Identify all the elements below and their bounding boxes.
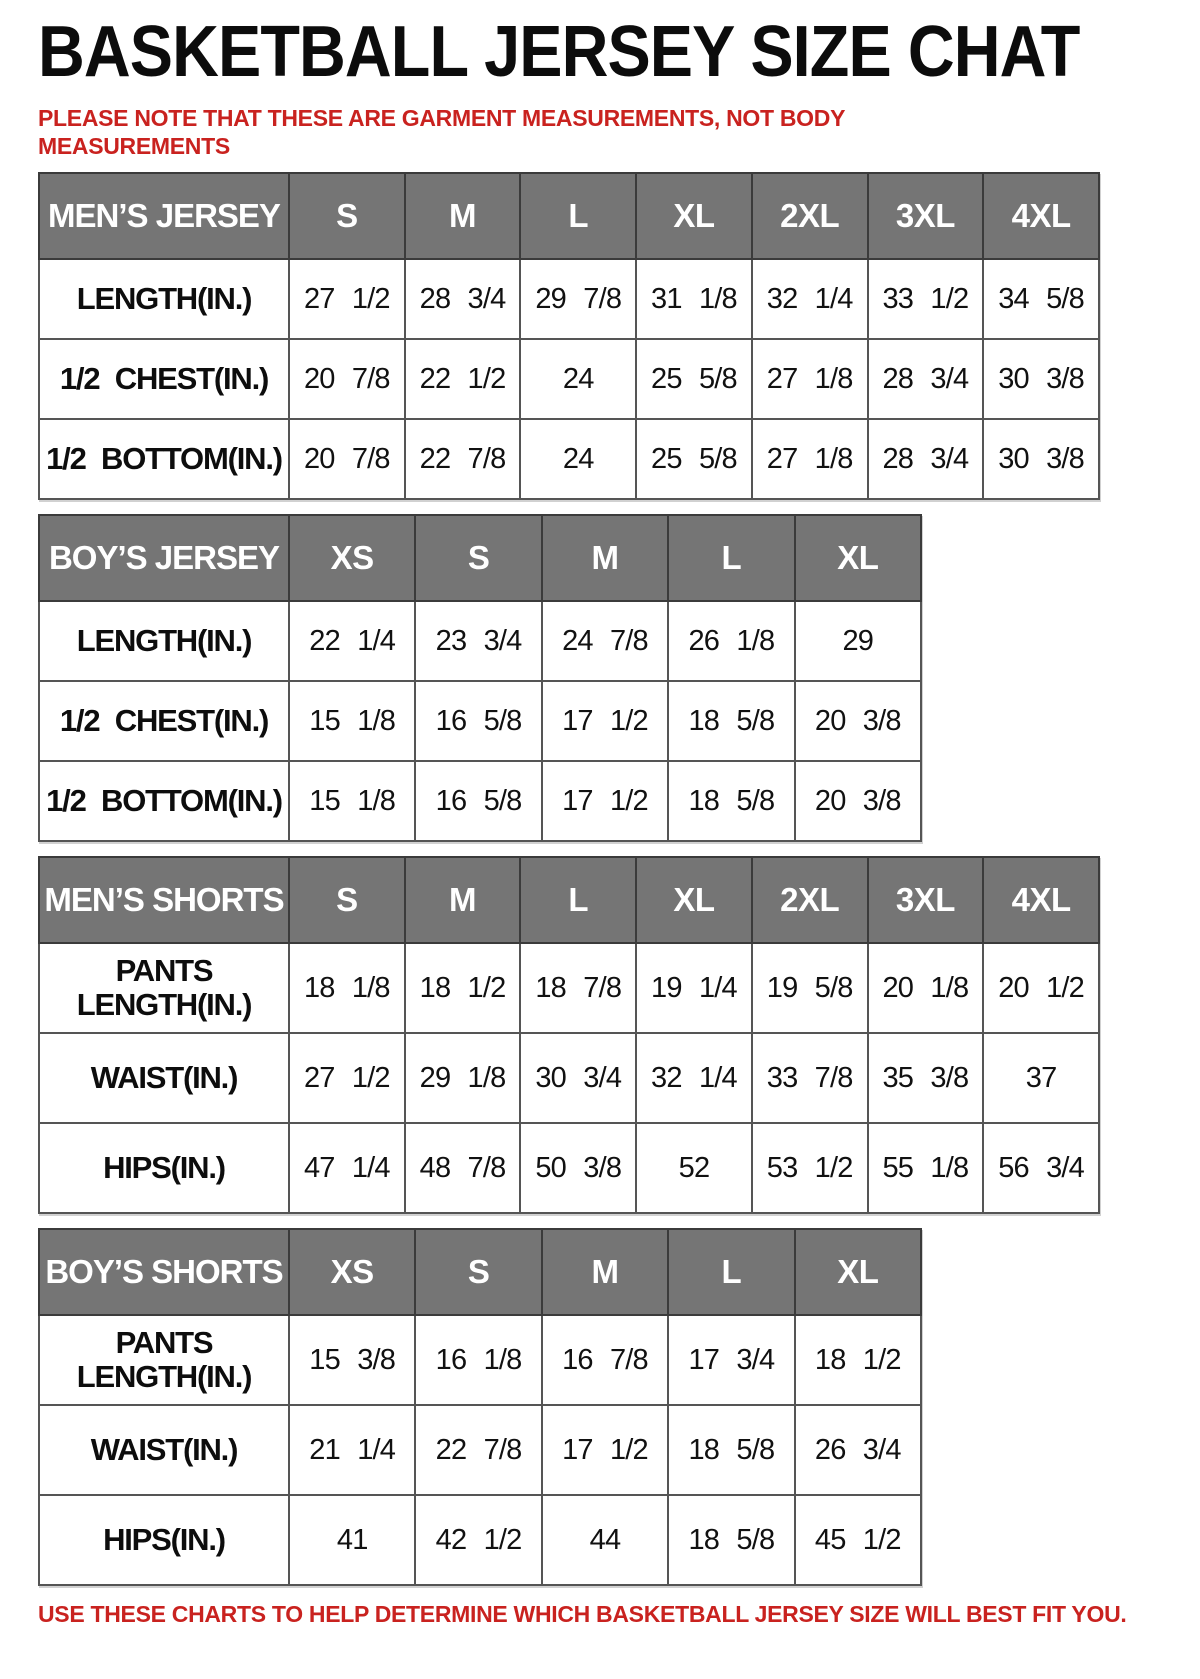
table-title-cell: BOY’S JERSEY	[39, 515, 289, 601]
measurement-row	[39, 1405, 921, 1495]
measurement-value-cell: 27 1/2	[289, 1033, 405, 1123]
measurement-value-cell: 17 1/2	[542, 681, 668, 761]
measurement-value-cell: 17 1/2	[542, 761, 668, 841]
measurement-value-cell: 44	[542, 1495, 668, 1585]
note-line-1: PLEASE NOTE THAT THESE ARE GARMENT MEASUREMENTS, NOT BODY	[38, 105, 846, 131]
measurement-value-cell: 29	[795, 601, 921, 681]
measurement-value-cell: 28 3/4	[405, 259, 521, 339]
boys-jersey-table	[38, 514, 922, 842]
measurement-value-cell: 25 5/8	[636, 419, 752, 499]
measurement-row	[39, 259, 1099, 339]
size-column-header: M	[542, 1229, 668, 1315]
measurement-value-cell: 27 1/8	[752, 339, 868, 419]
measurement-row-label: HIPS(IN.)	[39, 1495, 289, 1585]
measurement-value-cell: 24	[520, 419, 636, 499]
measurement-value-cell: 19 5/8	[752, 943, 868, 1033]
measurement-row-label: 1/2 CHEST(IN.)	[39, 339, 289, 419]
measurement-value-cell: 16 5/8	[415, 761, 541, 841]
measurement-value-cell: 33 1/2	[868, 259, 984, 339]
measurement-value-cell: 26 3/4	[795, 1405, 921, 1495]
measurement-row-label: 1/2 BOTTOM(IN.)	[39, 419, 289, 499]
measurement-value-cell: 30 3/8	[983, 419, 1099, 499]
size-column-header: XS	[289, 1229, 415, 1315]
measurement-row	[39, 339, 1099, 419]
size-column-header: L	[668, 1229, 794, 1315]
size-header-row	[39, 515, 921, 601]
size-tables-container	[38, 172, 1200, 1586]
size-header-row	[39, 857, 1099, 943]
measurement-value-cell: 37	[983, 1033, 1099, 1123]
measurement-value-cell: 50 3/8	[520, 1123, 636, 1213]
measurement-value-cell: 28 3/4	[868, 419, 984, 499]
size-column-header: XL	[795, 1229, 921, 1315]
measurement-row-label: LENGTH(IN.)	[39, 601, 289, 681]
measurement-value-cell: 22 1/2	[405, 339, 521, 419]
measurement-value-cell: 18 5/8	[668, 1405, 794, 1495]
measurement-value-cell: 48 7/8	[405, 1123, 521, 1213]
measurement-value-cell: 16 5/8	[415, 681, 541, 761]
measurement-value-cell: 32 1/4	[752, 259, 868, 339]
measurement-row-label: 1/2 CHEST(IN.)	[39, 681, 289, 761]
size-column-header: XL	[795, 515, 921, 601]
measurement-value-cell: 31 1/8	[636, 259, 752, 339]
measurement-value-cell: 15 1/8	[289, 681, 415, 761]
size-column-header: L	[520, 173, 636, 259]
measurement-value-cell: 18 7/8	[520, 943, 636, 1033]
size-column-header: M	[405, 173, 521, 259]
measurement-value-cell: 20 7/8	[289, 339, 405, 419]
measurement-value-cell: 42 1/2	[415, 1495, 541, 1585]
measurement-value-cell: 30 3/8	[983, 339, 1099, 419]
size-column-header: L	[668, 515, 794, 601]
measurement-row-label: 1/2 BOTTOM(IN.)	[39, 761, 289, 841]
measurement-value-cell: 18 5/8	[668, 681, 794, 761]
measurement-row-label: LENGTH(IN.)	[39, 259, 289, 339]
measurement-value-cell: 27 1/8	[752, 419, 868, 499]
size-header-row	[39, 1229, 921, 1315]
measurement-value-cell: 27 1/2	[289, 259, 405, 339]
measurement-row	[39, 1033, 1099, 1123]
size-column-header: 2XL	[752, 173, 868, 259]
mens-jersey-table	[38, 172, 1100, 500]
measurement-row	[39, 761, 921, 841]
size-column-header: XL	[636, 173, 752, 259]
size-column-header: XL	[636, 857, 752, 943]
measurement-value-cell: 16 7/8	[542, 1315, 668, 1405]
note-line-2: MEASUREMENTS	[38, 133, 230, 159]
measurement-row	[39, 601, 921, 681]
measurement-value-cell: 35 3/8	[868, 1033, 984, 1123]
measurement-value-cell: 25 5/8	[636, 339, 752, 419]
measurement-row-label: HIPS(IN.)	[39, 1123, 289, 1213]
measurement-row-label: WAIST(IN.)	[39, 1033, 289, 1123]
boys-shorts-table	[38, 1228, 922, 1586]
measurement-value-cell: 26 1/8	[668, 601, 794, 681]
measurement-value-cell: 29 7/8	[520, 259, 636, 339]
measurement-row	[39, 681, 921, 761]
measurement-row	[39, 1315, 921, 1405]
measurement-value-cell: 32 1/4	[636, 1033, 752, 1123]
measurement-value-cell: 30 3/4	[520, 1033, 636, 1123]
measurement-value-cell: 20 1/8	[868, 943, 984, 1033]
measurement-value-cell: 20 7/8	[289, 419, 405, 499]
measurement-value-cell: 24 7/8	[542, 601, 668, 681]
measurement-value-cell: 18 1/8	[289, 943, 405, 1033]
size-column-header: L	[520, 857, 636, 943]
table-title-cell: BOY’S SHORTS	[39, 1229, 289, 1315]
measurement-value-cell: 56 3/4	[983, 1123, 1099, 1213]
measurement-row	[39, 943, 1099, 1033]
measurement-value-cell: 18 5/8	[668, 761, 794, 841]
measurement-value-cell: 45 1/2	[795, 1495, 921, 1585]
measurement-value-cell: 24	[520, 339, 636, 419]
table-title-cell: MEN’S SHORTS	[39, 857, 289, 943]
measurement-value-cell: 17 1/2	[542, 1405, 668, 1495]
measurement-value-cell: 55 1/8	[868, 1123, 984, 1213]
garment-measurement-note	[38, 104, 1200, 160]
measurement-row-label: PANTS LENGTH(IN.)	[39, 943, 289, 1033]
measurement-value-cell: 15 3/8	[289, 1315, 415, 1405]
measurement-row-label: WAIST(IN.)	[39, 1405, 289, 1495]
measurement-value-cell: 18 5/8	[668, 1495, 794, 1585]
measurement-value-cell: 17 3/4	[668, 1315, 794, 1405]
page-title	[38, 14, 1200, 90]
footer-usage-note: USE THESE CHARTS TO HELP DETERMINE WHICH BASKETBALL JERSEY SIZE WILL BEST FIT YOU.	[38, 1601, 1127, 1627]
measurement-value-cell: 20 1/2	[983, 943, 1099, 1033]
measurement-value-cell: 41	[289, 1495, 415, 1585]
measurement-value-cell: 20 3/8	[795, 761, 921, 841]
size-column-header: S	[415, 1229, 541, 1315]
measurement-value-cell: 23 3/4	[415, 601, 541, 681]
table-title-cell: MEN’S JERSEY	[39, 173, 289, 259]
size-column-header: 4XL	[983, 173, 1099, 259]
size-column-header: S	[289, 857, 405, 943]
size-column-header: 3XL	[868, 857, 984, 943]
mens-shorts-table	[38, 856, 1100, 1214]
measurement-value-cell: 53 1/2	[752, 1123, 868, 1213]
size-column-header: M	[405, 857, 521, 943]
size-column-header: XS	[289, 515, 415, 601]
size-column-header: S	[289, 173, 405, 259]
size-column-header: M	[542, 515, 668, 601]
measurement-row	[39, 1123, 1099, 1213]
measurement-value-cell: 28 3/4	[868, 339, 984, 419]
size-column-header: 2XL	[752, 857, 868, 943]
measurement-value-cell: 22 1/4	[289, 601, 415, 681]
measurement-value-cell: 21 1/4	[289, 1405, 415, 1495]
measurement-value-cell: 16 1/8	[415, 1315, 541, 1405]
size-column-header: S	[415, 515, 541, 601]
measurement-value-cell: 29 1/8	[405, 1033, 521, 1123]
measurement-value-cell: 19 1/4	[636, 943, 752, 1033]
measurement-value-cell: 22 7/8	[415, 1405, 541, 1495]
measurement-value-cell: 20 3/8	[795, 681, 921, 761]
measurement-value-cell: 22 7/8	[405, 419, 521, 499]
size-column-header: 3XL	[868, 173, 984, 259]
measurement-value-cell: 47 1/4	[289, 1123, 405, 1213]
measurement-value-cell: 18 1/2	[795, 1315, 921, 1405]
measurement-row-label: PANTS LENGTH(IN.)	[39, 1315, 289, 1405]
measurement-row	[39, 419, 1099, 499]
size-column-header: 4XL	[983, 857, 1099, 943]
measurement-value-cell: 18 1/2	[405, 943, 521, 1033]
measurement-value-cell: 33 7/8	[752, 1033, 868, 1123]
page-title-text: BASKETBALL JERSEY SIZE CHAT	[38, 12, 1080, 92]
size-header-row	[39, 173, 1099, 259]
measurement-row	[39, 1495, 921, 1585]
measurement-value-cell: 15 1/8	[289, 761, 415, 841]
measurement-value-cell: 52	[636, 1123, 752, 1213]
measurement-value-cell: 34 5/8	[983, 259, 1099, 339]
